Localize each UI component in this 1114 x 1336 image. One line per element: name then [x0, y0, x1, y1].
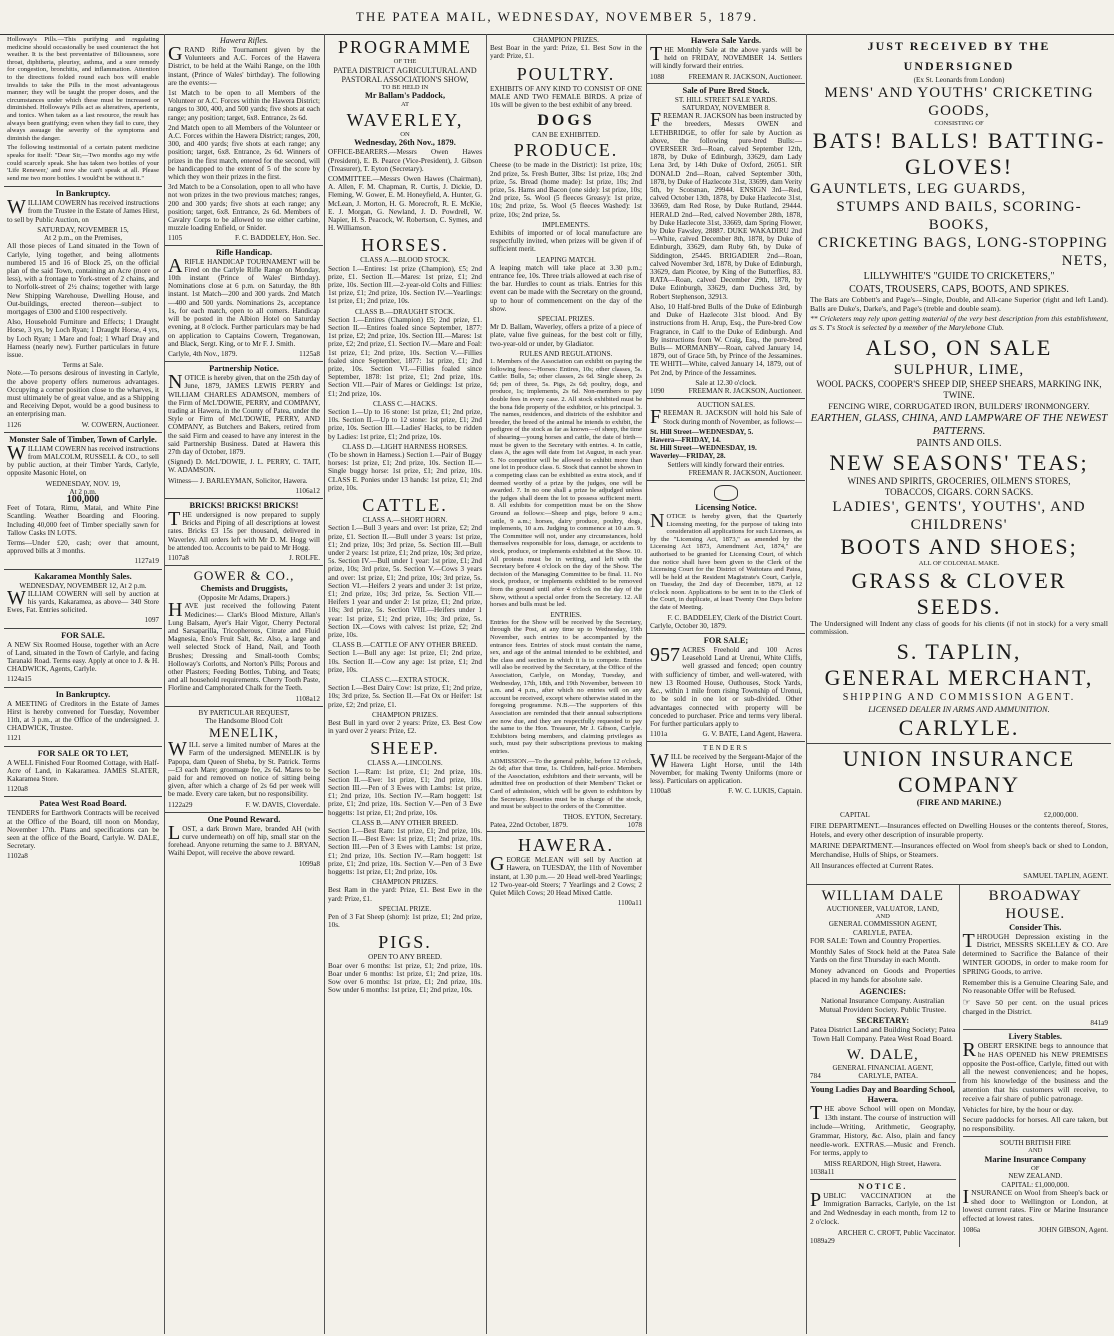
hawera-auction	[487, 831, 645, 910]
dale-title-1: AUCTIONEER, VALUATOR, LAND,	[826, 904, 939, 913]
lower-split	[807, 884, 1111, 1248]
rifles-body: GRAND Rifle Tournament given by the Volunteers and A.C. Forces of the Hawera District, to be held at the Waihi Range, on the 10th instant, (Prince of Wales' birthday). The following are the events:—	[168, 43, 320, 87]
taplin-ad	[807, 34, 1111, 743]
pure-time: Sale at 12.30 o'clock.	[695, 378, 757, 387]
handicap-body: ARIFLE HANDICAP TOURNAMENT will be Fired on the Carlyle Rifle Range on Monday, 10th instant (Prince of Wales' Birthday). Nominations close at 6 p.m. on Saturday, the 8th instant. 1st Match—200 and 300 yards. 2nd Match—400 and 500 yards. Nominations 2s, acceptance 1s, for each match, open to all comers. Handicap will be posted in the Albion Hotel on Saturday evening, at 8 o'clock. Further particulars may be had on application to Captains Cowern, Treganowan, and Black, Sergt. King, or to Mr F. J. Smith.	[168, 254, 320, 348]
licensing-date: Carlyle, October 30, 1879.	[650, 621, 727, 630]
programme-date: Wednesday, 26th Nov., 1879.	[354, 138, 456, 148]
signature: F. C. BADDELEY, Hon. Sec.	[235, 234, 320, 243]
dale-title-3: CARLYLE, PATEA.	[852, 928, 913, 937]
tenders	[647, 741, 805, 798]
agencies-body: National Insurance Company. Australian Mutual Provident Society. Public Trustee.	[819, 995, 947, 1014]
ref-number: 1124a15	[7, 675, 32, 684]
livery-body: ROBERT ERSKINE begs to announce that he HAS OPENED his NEW PREMISES opposite the Post-office, Carlyle, fitted out with all the newest conveniences; and he hopes, from his knowledge of the business and the attention that his customers will receive, to receive a fair share of public patronage.	[962, 1038, 1108, 1103]
eyton-date: Patea, 22nd October, 1879.	[490, 820, 568, 829]
newspaper-columns	[4, 34, 1110, 1334]
ref-number: 1038a11	[810, 1168, 835, 1177]
pigs-subheading: OPEN TO ANY BREED.	[368, 953, 442, 962]
dale-monthly: Monthly Sales of Stock held at the Patea Sale Yards on the first Thursday in each Month.	[810, 946, 956, 965]
ref-number: 1121	[7, 734, 22, 743]
partnership-body: NOTICE is hereby given, that on the 25th day of June, 1879, JAMES LEWIS PERRY and WILLIAM CHARLES ADAMSON, members of the Firm of McL'DOWIE, PERRY, and COMPANY, trading at Hawera, in the County of Patea, under the Style or Firm of McL'DOWIE, PERRY, AND COMPANY, as Butchers and Bakers, retired from the said Firm and ceased to have any interest in the said Partnership Business. Dated at Hawera this 27th day of October, 1879.	[168, 371, 320, 456]
dale-heading: WILLIAM DALE	[821, 887, 944, 904]
ref-number: 1106a12	[295, 486, 320, 495]
secretary-body: Patea District Land and Building Society; Patea Town Hall Company. Patea West Road Board.	[810, 1025, 956, 1044]
gower-heading: GOWER & CO.,	[193, 568, 295, 584]
signature: THOS. EYTON, Secretary.	[563, 812, 642, 821]
also-line-2: WOOL PACKS, COOPER'S SHEEP DIP, SHEEP SHEARS, MARKING INK, TWINE.	[816, 378, 1102, 400]
pigs-body: Boar over 6 months: 1st prize, £1; 2nd prize, 10s. Boar under 6 months: 1st prize, £1; 2nd prize, 10s. Sow over 6 months: 1st prize, £1; 2nd prize, 10s. Sow under 6 months: 1st prize, £1; 2nd prize, 10s.	[328, 961, 482, 995]
column-3	[324, 34, 485, 1334]
handicap-heading: Rifle Handicap.	[215, 247, 273, 257]
show-programme	[325, 34, 485, 998]
grass-clover-seeds: GRASS & CLOVER SEEDS.	[851, 567, 1067, 619]
south-british-body: INSURANCE on Wool from Sheep's back or shed door to Wellington or London, at lowest current rates. Fire or Marine Insurance effected at lowest rates.	[962, 1185, 1108, 1224]
auction-date-1: St. Hill Street—WEDNESDAY, 5.	[650, 427, 754, 436]
reward-body: LOST, a dark Brown Mare, branded AH (with curve underneath) on off hip, small star on the forehead. Anyone returning the same to J. BRYAN, Waihi Depot, will receive the above reward.	[168, 821, 320, 858]
taplin-name: S. TAPLIN,	[896, 639, 1022, 665]
signature: W. COWERN, Auctioneer.	[81, 420, 159, 429]
bricks-ad	[165, 498, 323, 565]
ref-number: 841a9	[1090, 1018, 1108, 1027]
boots-sub: ALL OF COLONIAL MAKE.	[918, 559, 1000, 567]
dale-money: Money advanced on Goods and Properties placed in my hands for absolute sale.	[810, 966, 956, 984]
programme-held: TO BE HELD IN	[381, 83, 429, 91]
new-zealand: NEW ZEALAND.	[1008, 1172, 1063, 1181]
consisting-of: CONSISTING OF	[934, 120, 984, 128]
livery-line-2: Vehicles for hire, by the hour or day.	[962, 1104, 1074, 1114]
menelik-request: BY PARTICULAR REQUEST,	[198, 708, 290, 717]
bats-note: The Bats are Cobbett's and Page's—Single, Double, and All-cane Superior (right and left Land). Balls are Duke's, Darke's, and Page's (treble and double seam).	[810, 294, 1108, 313]
school-signature: MISS REARDON, High Street, Hawera.	[823, 1160, 942, 1169]
sheep-class-b: CLASS B.—ANY OTHER BREED.	[351, 818, 459, 827]
livery-line-3: Secure paddocks for horses. All care taken, but no responsibility.	[962, 1115, 1108, 1134]
sheep-class-a: CLASS A.—LINCOLNS.	[367, 759, 443, 768]
partnership-heading: Partnership Notice.	[209, 364, 279, 374]
sheep-a: Section I.—Ram: 1st prize, £1; 2nd prize, 10s. Section II.—Ewe: 1st prize, £1; 2nd prize, 10s. Section III.—Pen of 3 Ewes with Lambs: 1st prize, £1; 2nd prize, 10s. Section IV.—Ram hoggett: 1st prize, £1; 2nd prize, 10s. Section V.—Pen of 3 Ewe hoggetts: 1st prize, £1; 2nd prize, 10s.	[328, 767, 482, 817]
road-board-body: TENDERS for Earthwork Contracts will be received at the Office of the Board, till noon on Monday, November 17th. Plans and specifications can be seen at the office of the Board, Carlyle. W. DALE, Secretary.	[7, 809, 159, 851]
for-let-body: A WELL Finished Four Roomed Cottage, with Half-Acre of Land, in Kakaramea. JAMES SLATER, Kakaramea Store.	[7, 758, 159, 784]
ref-number: 1102a8	[7, 852, 28, 861]
dogs-heading: DOGS	[537, 112, 595, 130]
union-heading: UNION INSURANCE COMPANY	[842, 746, 1076, 798]
ref-number: 1127a19	[134, 557, 159, 566]
reward-heading: One Pound Reward.	[207, 814, 281, 824]
carlyle: CARLYLE.	[898, 715, 1020, 741]
shipping-agent: SHIPPING AND COMMISSION AGENT.	[842, 692, 1076, 704]
leaping-body: A leaping match will take place at 3.30 p.m.; entrance fee, 10s. Three trials allowed at each rise of the bar. Hurdles to count as trials. Entries for this event can be made with the Secretary on the ground, up to hour of commencement on the day of the show.	[490, 263, 642, 313]
holloway-ad: Holloway's Pills.—This purifying and regulating medicine should occasionally be used counteract the hot weather. It is the best preventative of Biliousness, sore throat, diphtheria, pleurisy, asthma, and a sure remedy for congestion, bronchitis, and inflammation. Attention to the directions folded round each box will enable invalids to take the Pills in the most advantageous manner; they will be taught the proper doses, and the circumstances under which these must be increased or diminished. Holloway's Pills act as alteratives, aperients, and tonics. When taken as a last resource, the result has always been gratifying; even when they fail to cure, they always assuage the severity of the symptoms and diminish the danger.	[7, 36, 159, 142]
gower-body: HAVE just received the following Patent Medicines:— Clark's Blood Mixture, Allan's Lung Balsam, Ayer's Hair Vigor, Cherry Pectoral and Sarsaparilla, Tricopherous, Citrate and Fluid Magnesia, Eno's Fruit Salt, &c. Also, a large and well selected Stock of Hand, Nail, and Tooth Brushes; Dressing and Small-tooth Combs; Holloway's Corlotts, and Norton's Pills; Porous and other Plasters; Feeding Bottles, Tubing, and Teats; and all household requirements. Cherry Tooth Paste, Florline and Camphorated Chalk for the Teeth.	[168, 599, 320, 693]
boots-line-1: LADIES', GENTS', YOUTHS', AND CHILDRENS'	[832, 498, 1086, 533]
signature: JOHN GIBSON, Agent.	[1038, 1225, 1108, 1234]
school-body: THE above School will open on Monday, 13th instant. The course of instruction will include—Writing, Arithmetic, Geography, Grammar, History, &c. Also, plain and fancy needle-work. EXTRAS.—Music and French. For terms, apply to	[810, 1102, 956, 1158]
ref-number: 784	[810, 1072, 821, 1081]
pure-body: FREEMAN R. JACKSON has been instructed by the breeders, Messrs OWEN and LETHBRIDGE, to offer for sale by Auction as above, the following pure-bred Bulls:— OVERSEER 3rd—Roan, calved September 12th, 1878, by Duke of Edinburgh, 33629, dam Lady Lena 3rd, by 14th Duke of Oxford, 26051. SIR DONALD 2nd—Roan, calved September 30th, 1878, by Duke of Hazlecote 31st, 33699, dam Verity 5th, by Scotsman, 29944. ENSIGN 3rd—Red, calved October 13th, 1878, by Duke Hazlecote 31st, 33669, dam Red Rose, by Duke Rutland, 29444. HERALD 2nd—Red, calved November 28th, 1878, by Duke Hazlecote 31st, 33669, dam Spring Flower, by Duke Fawsley, 28887. DUKE WAKADIRU 2nd—White, calved December 8th, 1878, by Duke of Edinburgh, 33629, dam Ruby 6th, by Duke of Siddington, 25445. BRIGADIER 2nd—Roan, calved November 3rd, 1878, by Duke of Edinburgh, 33629, dam Picotee, by King of the Butterflies, 83. RATA—Roan, calved December 29th, 1878, by Duke Edinburgh, 33629, dam Duchess 3rd, by Robert Stephenson, 32913.	[650, 109, 802, 301]
ref-number: 1099a8	[298, 859, 320, 868]
boots-and-shoes: BOOTS AND SHOES;	[840, 533, 1078, 559]
for-sale-body: A NEW Six Roomed House, together with an Acre of Land, situated in the Town of Carlyle, and facing Taranaki Road. Terms easy. Apply at once to J. & H. CHADWICK, Agents, Carlyle.	[7, 640, 159, 674]
champion-heading: CHAMPION PRIZES.	[533, 36, 599, 44]
cattle-class-a: CLASS A.—SHORT HORN.	[362, 516, 448, 525]
admission: ADMISSION.—To the general public, before 12 o'clock, 2s 6d; after that time, 1s. Children, half-price. Members of the Association, exhibitors and their servants, will be admitted free on production of their Members' Ticket or Card of admission, which will be given to exhibitors by the Secretary. Rosettes must be in charge of the stock, and must be subject to the orders of the Committee.	[490, 757, 642, 811]
cattle-class-b: CLASS B.—CATTLE OF ANY OTHER BREED.	[332, 641, 478, 650]
special-body: Mr D. Ballam, Waverley, offers a prize of a piece of plate, value five guineas, for the best colt or filly, two-year-old or under, by Gladiator.	[490, 323, 642, 348]
ref-number: 1088	[650, 72, 665, 81]
gower-ad	[165, 565, 323, 706]
secretary-heading: SECRETARY:	[856, 1016, 910, 1026]
also-line-1: SULPHUR, LIME,	[893, 361, 1025, 378]
notice-heading: NOTICE.	[858, 1181, 908, 1191]
tenders-heading: TENDERS	[702, 744, 750, 753]
bankruptcy-body: WILLIAM COWERN has received instructions from the Trustee in the Estate of James Hirst, to sell by Public Auction, on	[7, 196, 159, 224]
hawera-sale-yards	[647, 34, 805, 83]
timber-quantity: 100,000	[66, 493, 100, 505]
ref-number: 1090	[650, 386, 665, 395]
w-dale: W. DALE,	[846, 1046, 919, 1063]
programme-committee: COMMITTEE.—Messrs Owen Hawes (Chairman), A. Allen, F. M. Chapman, R. Curtis, J. Dickie, D. Fleming, W. Gower, E. M. Honeyfield, A. Hunter, G. McLean, J. Morton, H. G. Morecroft, R. E. McKie, E. J. Morgan, G. Newland, J. D. Powdrell, W. Napier, H. S. Peacock, W. Robertson, C. Symes, and H. Williamson.	[328, 174, 482, 233]
timber-body: WILLIAM COWERN has received instructions from MALCOLM, RUSSELL & CO., to sell by public auction, at their Timber Yards, Carlyle, opposite Masonic Hotel, on	[7, 441, 159, 478]
ref-number: 1120a8	[7, 785, 28, 794]
road-board-heading: Patea West Road Board.	[39, 799, 127, 809]
auction-date-2: Hawera—FRIDAY, 14.	[650, 435, 721, 444]
bankruptcy-heading: In Bankruptcy.	[55, 189, 111, 199]
show-programme-continued	[487, 34, 645, 831]
programme-at: AT	[400, 101, 410, 109]
for-sale-heading: FOR SALE;	[703, 636, 749, 646]
programme-heading: PROGRAMME	[337, 37, 473, 57]
signature: F. W. DAVIS, Cloverdale.	[245, 800, 320, 809]
gower-subheading: Chemists and Druggists,	[200, 584, 288, 594]
terms: Terms at Sale.	[62, 361, 104, 370]
horses-c: Section I.—Up to 16 stone: 1st prize, £1; 2nd prize, 10s. Section II.—Up to 12 stone: 1st prize, £1; 2nd prize, 10s. Section III.—Ladies' Hacks, to be ridden by Ladies: 1st prize, £1; 2nd prize, 10s.	[328, 408, 482, 441]
pointing-hand-icon: ☞	[962, 997, 971, 1008]
yards-body: THE Monthly Sale at the above yards will be held on FRIDAY, NOVEMBER 14. Settlers will kindly forward their entries.	[650, 43, 802, 71]
column-1	[4, 34, 162, 1334]
kakaramea-sales	[4, 569, 162, 628]
gower-location: (Opposite Mr Adams, Drapers.)	[198, 594, 290, 603]
just-received-heading: JUST RECEIVED BY THE UNDERSIGNED	[867, 39, 1051, 73]
union-subheading: (FIRE AND MARINE.)	[916, 798, 1002, 808]
royal-crest-icon	[714, 485, 738, 501]
hawera-rifles	[165, 34, 323, 245]
cattle-class-c: CLASS C.—EXTRA STOCK.	[360, 675, 450, 684]
w-dale-title-2: CARLYLE, PATEA.	[858, 1072, 918, 1081]
column-6	[806, 34, 1111, 1334]
kakaramea-body: WILLIAM COWERN will sell by auction at his yards, Kakaramea, as above— 340 Store Ewes, Fat. Entries solicited.	[7, 586, 159, 615]
bricks-heading: BRICKS! BRICKS! BRICKS!	[189, 500, 299, 510]
column-5	[646, 34, 805, 1334]
bankruptcy-notice-1	[4, 186, 162, 431]
signature: SAMUEL TAPLIN, AGENT.	[1023, 872, 1108, 881]
for-sale-house	[4, 628, 162, 687]
licensing-body: NOTICE is hereby given, that the Quarterly Licensing meeting, for the purpose of taking into consideration all applications for such Licenses, as by the "Licensing Act, 1873," as amended by the Licensing Act 1873, Amendment Act, 1874," are authorised to be granted for Licensing Court, of which due notice shall have been given to the Clerk of the Licensing Court for the District of Waitotara and Patea, will be held at the Resident Magistrate's Court, Carlyle, on Tuesday, the 2nd day of December, 1879, at 12 o'clock noon. Applications to be sent in to the Clerk of the Court, in duplicate, at least Twenty One Days before the date of Meeting.	[650, 509, 802, 612]
cricketing-goods: MENS' AND YOUTHS' CRICKETING GOODS,	[824, 85, 1094, 120]
sheep-special-body: Pen of 3 Fat Sheep (shorn): 1st prize, £1; 2nd prize, 10s.	[328, 913, 482, 930]
sheep-heading: SHEEP.	[370, 738, 440, 759]
south-british-of: OF	[1031, 1164, 1040, 1172]
goods-line-4: LILLYWHITE'S "GUIDE TO CRICKETERS,"	[863, 270, 1055, 282]
horses-b: Section I.—Entires (Champion) £5; 2nd prize, £1. Section II.—Entires foaled since September, 1877: 1st prize, £2; 2nd prize, 10s. Section III.—Mares: 1st prize, £2; 2nd prize, £1. Section IV.—Mare and Foal: 1st prize, £1; 2nd prize, 10s. Section V.—Fillies foaled since September, 1877: 1st prize, £1; 2nd prize, 10s. Section VI.—Fillies foaled since September, 1878: 1st prize, £1; 2nd prize, 10s. Section VII.—Pair of Mares or Geldings: 1st prize, £1; 2nd prize, 10s.	[328, 315, 482, 398]
kakaramea-heading: Kakaramea Monthly Sales.	[34, 571, 132, 581]
licensed-dealer: LICENSED DEALER IN ARMS AND AMMUNITION.	[868, 705, 1050, 715]
horses-class-d: CLASS D.—LIGHT HARNESS HORSES.	[342, 442, 468, 451]
marine-department: MARINE DEPARTMENT.—Insurances effected on Wool from sheep's back or shed to London, Merchandise, Hulls of Ships, or Steamers.	[810, 840, 1108, 859]
union-insurance	[807, 743, 1111, 883]
note: Note.—To persons desirous of investing in Carlyle, the above property offers numerous advantages. Occupying a corner position close to the wharves, it must ultimately be of great value, and as a Shipping and Receiving Depot, would be a good business to an enterprising man.	[7, 369, 159, 419]
ref-number: 1108a12	[295, 694, 320, 703]
livery-heading: Livery Stables.	[1008, 1031, 1062, 1041]
pure-bred-sale	[647, 83, 805, 398]
marine-insurance: Marine Insurance Company	[984, 1154, 1086, 1164]
cattle-heading: CATTLE.	[362, 495, 448, 516]
horses-class-c: CLASS C.—HACKS.	[372, 399, 438, 408]
champion-body: Best Boar in the yard: Prize, £1. Best Sow in the yard: Prize, £1.	[490, 44, 642, 61]
poultry-body: EXHIBITS OF ANY KIND TO CONSIST OF ONE MALE AND TWO FEMALE BIRDS. A prize of 10s will be given to the best exhibit of any breed.	[490, 84, 642, 110]
bankruptcy-time: At 2 p.m., on the Premises,	[43, 234, 123, 243]
for-sale-heading: FOR SALE.	[61, 630, 105, 640]
agencies-heading: AGENCIES:	[859, 986, 907, 996]
ref-number: 1086a	[962, 1225, 981, 1234]
for-let-heading: FOR SALE OR TO LET,	[37, 748, 129, 758]
dale-for-sale: FOR SALE: Town and Country Properties.	[810, 935, 941, 945]
ref-number: 1100a8	[650, 787, 671, 796]
auction-sales	[647, 398, 805, 480]
signature: J. ROLFE.	[289, 553, 320, 562]
just-received-sub: (Ex St. Leonards from London)	[913, 76, 1005, 84]
produce-body: Cheese (to be made in the District): 1st prize, 10s; 2nd prize, 5s. Fresh Butter, 3lbs: 1st prize, 10s; 2nd prize, 5s. Bread (home made): 1st prize, 10s; 2nd prize, 5s. Hams and Bacon (one side): 1st prize, 10s; 2nd prize, 5s. Wool (5 fleeces Greasy): 1st prize, 10s; 2nd prize, 5s. Wool (5 fleeces Washed): 1st prize, 10s; 2nd prize, 5s.	[490, 161, 642, 219]
horses-class-b: CLASS B.—DRAUGHT STOCK.	[355, 307, 455, 316]
cattle-c: Section I.—Best Dairy Cow: 1st prize, £1; 2nd prize, 10s; 3rd prize, 5s. Section II.—Fat Ox or Heifer: 1st prize, £2; 2nd prize, £1.	[328, 684, 482, 709]
goods-line-1: GAUNTLETS, LEG GUARDS,	[810, 180, 1027, 197]
programme-officers: OFFICE-BEARERS.—Messrs Owen Hawes (President), E. B. Pearce (Vice-President), J. Gibson (Treasurer), T. Eyton (Secretary).	[328, 148, 482, 173]
leaping-heading: LEAPING MATCH.	[536, 255, 596, 264]
broadway-subheading: Consider This.	[1009, 922, 1062, 932]
yards-heading: Hawera Sale Yards.	[690, 36, 762, 45]
licensing-notice	[647, 480, 805, 633]
horses-a: Section I.—Entires: 1st prize (Champion), £5; 2nd prize, £1. Section II.—Mares: 1st prize, £1; 2nd prize, 10s. Section III.—2-year-old Colts and Fillies: 1st prize, £1; 2nd prize, 10s. Section IV.—Yearlings: 1st prize, £1; 2nd prize, 10s.	[328, 264, 482, 306]
timber-time: At 2 p.m.	[69, 487, 97, 496]
pure-subheading: ST. HILL STREET SALE YARDS.	[674, 95, 778, 104]
sheep-b: Section I.—Best Ram: 1st prize, £1; 2nd prize, 10s. Section II.—Best Ewe: 1st prize, £1; 2nd prize, 10s. Section III.—Pen of 3 Ewes with Lambs: 1st prize, £1; 2nd prize, 10s. Section IV.—Ram hoggett: 1st prize, £1; 2nd prize, 10s. Section V.—Pen of 3 Ewe hoggetts: 1st prize, £1; 2nd prize, 10s.	[328, 827, 482, 877]
timber-terms: Terms—Under £20, cash; over that amount, approved bills at 3 months.	[7, 539, 159, 556]
goods-line-2: STUMPS AND BAILS, SCORING-BOOKS,	[836, 198, 1082, 233]
programme-town: WAVERLEY,	[346, 109, 464, 130]
rules-heading: RULES AND REGULATIONS.	[519, 349, 613, 358]
lower-right	[959, 885, 1112, 1248]
bankruptcy-also: Also, Household Furniture and Effects; 1 Draught Horse, 3 yrs, by Loch Ryan; 1 Draught Horse, 4 yrs, by Loch Ryan; 1 Mare and foal; 1 Wharf Dray and Harness (nearly new). Further particulars in future issue.	[7, 318, 159, 359]
capital-label: CAPITAL	[840, 811, 870, 820]
also-on-sale: ALSO, ON SALE	[865, 334, 1053, 360]
goods-line-3: CRICKETING BAGS, LONG-STOPPING NETS,	[817, 234, 1108, 269]
broadway-heading: BROADWAY HOUSE.	[988, 887, 1082, 922]
bankruptcy-date: SATURDAY, NOVEMBER 15,	[37, 225, 129, 234]
signature: F. C. BADDELEY, Clerk of the District Court.	[667, 613, 802, 622]
programme-association: PATEA DISTRICT AGRICULTURAL AND PASTORAL ASSOCIATION'S SHOW,	[333, 65, 477, 84]
school-heading: Young Ladies Day and Boarding School, Hawera.	[810, 1085, 955, 1105]
general-merchant: GENERAL MERCHANT,	[824, 665, 1094, 691]
sheep-champion-body: Best Ram in the yard: Prize, £1. Best Ewe in the yard: Prize, £1.	[328, 886, 482, 903]
broadway-body: THROUGH Depression existing in the District, MESSRS SKELLEY & CO. Are determined to Sacrifice the Balance of their WINTER GOODS, in order to make room for SPRING Goods, to arrive.	[962, 929, 1108, 976]
hawera-heading: HAWERA.	[517, 835, 615, 856]
cattle-champion: CHAMPION PRIZES.	[372, 710, 438, 719]
special-heading: SPECIAL PRIZES.	[537, 315, 595, 324]
ref-number: 1122a29	[168, 800, 193, 809]
notice-signature: ARCHER C. CROFT, Public Vaccinator.	[837, 1228, 956, 1237]
auction-body: FREEMAN R. JACKSON will hold his Sale of Stock during month of November, as follows:—	[650, 406, 802, 429]
dale-title-2: GENERAL COMMISSION AGENT,	[828, 920, 937, 929]
pure-heading: Sale of Pure Bred Stock.	[682, 85, 770, 95]
bricks-body: THE undersigned is now prepared to supply Bricks and Piping of all descriptions at lowest rates. Bricks £3 15s per thousand, delivered in Waverley. All orders left with Mr D. M. Hogg will be attended too. Accounts to be paid to Mr Hogg.	[168, 507, 320, 552]
all-insurances: All Insurances effected at Current Rates.	[810, 860, 934, 870]
produce-heading: PRODUCE.	[513, 140, 619, 161]
ref-number: 1101a	[650, 730, 668, 739]
teas-line-1: WINES AND SPIRITS, GROCERIES, OILMEN'S STORES,	[847, 475, 1071, 486]
capital-value: £2,000,000.	[1043, 811, 1078, 820]
entries-body: Entries for the Show will be received by the Secretary, through the Post, at any time up to Wednesday, 19th November, such entries to be accompanied by the entrance fees. Entries of stock must contain the name, sex, and age of the animal intended to be exhibited, and the class and section in which it is to compete. Entries will also be received by the Secretary, at the Office of the Association, Carlyle, on Monday, Tuesday, and Wednesday, 17th, 18th, and 19th November, between 10 a.m. and 4 p.m., after which no entries will on any account be received, except where otherwise stated in the foregoing programme. N.B.—The supporters of this Association are reminded that their annual subscriptions are now due, and they are respectfully requested to pay the same to the Hon. Treasurer, Mr J. Gibson, Carlyle. Exhibitors being members, and claiming privileges as such, must pay their subscriptions previous to making entries.	[490, 618, 642, 755]
licensing-heading: Licensing Notice.	[695, 502, 757, 512]
ref-number: 1107a8	[168, 553, 189, 562]
cattle-b: Section I.—Bull any age: 1st prize, £1; 2nd prize, 10s. Section II.—Cow any age: 1st prize, £1; 2nd prize, 10s.	[328, 649, 482, 674]
also-line-4: EARTHEN, GLASS, CHINA, AND LAMPWARE OF THE NEWEST PATTERNS.	[810, 411, 1108, 437]
horses-heading: HORSES.	[361, 235, 449, 256]
bankruptcy-heading: In Bankruptcy.	[55, 689, 111, 699]
column-4	[486, 34, 645, 1334]
cricketers-note: ** Cricketers may rely upon getting material of the very best description from this establishment, as S. T's Stock is selected by a member of the Marylebone Club.	[810, 314, 1108, 333]
bankruptcy-list: All those pieces of Land situated in the Town of Carlyle, lying together, and being allotments numbered 15 and 16 of Block 25, on the official plan of the said Town, containing an Acre (more or less), with a frontage to York-street of 2 chains, and to Norfolk-street of 2½ chains; together with large New Shipping Warehouse, Dwelling House, and Out-buildings, erected thereon—subject to mortgages of £300 and £100 respectively.	[7, 242, 159, 316]
pure-also: Also, 10 Half-bred Bulls of the Duke of Edinburgh and Duke of Hazlecote 31st blood. And By instructions from H. Arup, Esq., the Pure-bred Cow Fragrance, in Calf to the Duke of Edinburgh. And By instructions from W. Craig, Esq., the pure-bred Bulls— MORMANBY—Roan, calved January 14, 1879, out of Grace 5th, by Prince of the Jessamines. TE WHITI—White, calved January 14, 1879, out of Pet 2nd, by Prince of the Jessamines.	[650, 302, 802, 377]
fire-department: FIRE DEPARTMENT.—Insurances effected on Dwelling Houses or the contents thereof, Stores, Hotels, and every other description of insurable property.	[810, 821, 1108, 840]
sheep-special: SPECIAL PRIZE.	[378, 904, 432, 913]
signature: G. V. BATE, Land Agent, Hawera.	[702, 730, 802, 739]
signature: FREEMAN R. JACKSON, Auctioneer.	[688, 468, 802, 477]
signature: FREEMAN R. JACKSON, Auctioneer.	[688, 72, 802, 81]
broadway-save: Save 50 per cent. on the usual prices charged in the District.	[962, 998, 1108, 1016]
auction-date-4: Waverley—FRIDAY, 28.	[650, 452, 726, 461]
timber-heading: Monster Sale of Timber, Town of Carlyle.	[9, 434, 157, 444]
notice-body: PUBLIC VACCINATION at the Immigration Barracks, Carlyle, on the 1st and 2nd Wednesday in each month, from 12 to 2 o'clock.	[810, 1188, 956, 1226]
ref-number: 1100a11	[617, 899, 642, 908]
south-british-heading: SOUTH BRITISH FIRE	[999, 1138, 1071, 1147]
dale-and: AND	[875, 912, 890, 920]
ref-number: 1078	[627, 820, 642, 829]
hawera-body: GEORGE McLEAN will sell by Auction at Hawera, on TUESDAY, the 11th of November instant, at 1.30 p.m.— 20 Head well-bred Yearlings; 12 Two-year-old Steers; 7 Yearlings and 2 Cows; 2 Quiet Milch Cows; 20 Head Mixed Cattle.	[490, 853, 642, 897]
auction-note: Settlers will kindly forward their entries.	[667, 460, 785, 469]
timber-sale	[4, 432, 162, 569]
road-board	[4, 796, 162, 863]
rifles-match-1: 1st Match to be open to all Members of the Volunteer or A.C. Forces within the Hawera District; ranges to 300, 400, and 500 yards; five shots at each range; any position; target, 6x8. Entrance, 2s 6d.	[168, 89, 320, 122]
tenders-body: WILL be received by the Sergeant-Major of the Hawera Light Horse, until the 14th November, for making Twenty Uniforms (more or less). Particulars on application.	[650, 749, 802, 786]
partnership-signed: (Signed) D. McL'DOWIE, J. L. PERRY, C. TAIT, W. ADAMSON.	[168, 458, 320, 475]
rifles-heading: Hawera Rifles.	[220, 36, 268, 45]
pure-date: SATURDAY, NOVEMBER 8.	[682, 104, 770, 113]
implements-body: Exhibits of imported or of local manufacture are respectfully invited, when prizes will be given if of sufficient merit.	[490, 229, 642, 254]
also-line-3: FENCING WIRE, CORRUGATED IRON, BUILDERS' IRONMONGERY.	[828, 400, 1090, 411]
bankruptcy-notice-2	[4, 687, 162, 746]
masthead: THE PATEA MAIL, WEDNESDAY, NOVEMBER 5, 1879.	[0, 0, 1114, 35]
reward-ad	[165, 812, 323, 871]
programme-place: Mr Ballam's Paddock,	[364, 91, 446, 101]
column-2	[164, 34, 323, 1334]
new-seasons-teas: NEW SEASONS' TEAS;	[829, 449, 1089, 475]
auction-date-3: St. Hill Street—WEDNESDAY, 19.	[650, 444, 757, 453]
dogs-subheading: CAN BE EXHIBITED.	[531, 131, 601, 140]
ref-number: 1126	[7, 420, 22, 429]
programme-of: OF THE	[393, 58, 417, 65]
implements-heading: IMPLEMENTS.	[542, 220, 590, 229]
horses-d: (To be shown in Harness.) Section I.—Pair of Buggy horses: 1st prize, £1; 2nd prize, 10s. Section II.—Single buggy horse: 1st prize, £1; 2nd prize, 10s. CLASS E. Ponies under 13 hands: 1st prize, £1; 2nd prize, 10s.	[328, 451, 482, 492]
cattle-a: Section I.—Bull 3 years and over: 1st prize, £2; 2nd prize, £1. Section II.—Bull under 3 years: 1st prize, £1; 2nd prize, 10s; 3rd prize, 5s. Section III.—Bull under 2 years: 1st prize, £1; 2nd prize, 10s; 3rd prize, 5s. Section IV.—Bull under 1 year: 1st prize, £1; 2nd prize, 10s; 3rd prize, 5s. Section V.—Cows 3 years and over: 1st prize, £1; 2nd prize, 10s; 3rd prize, 5s. Section VI.—Heifers 2 years and under 3: 1st prize, £1; 2nd prize, 10s; 3rd prize, 5s. Section VII.—Heifers 1 year and under 2: 1st prize, £1; 2nd prize, 10s; 3rd prize, 5s. Section VIII.—Heifers under 1 year: 1st prize, £1; 2nd prize, 10s; 3rd prize, 5s. Section IX.—Cows with calves: 1st prize, £2; 2nd prize, 10s.	[328, 524, 482, 639]
partnership-witness: Witness— J. BARLEYMAN, Solicitor, Hawera.	[168, 476, 308, 485]
menelik-ad	[165, 706, 323, 812]
sheep-champion: CHAMPION PRIZES.	[372, 878, 438, 887]
partnership-notice	[165, 361, 323, 498]
horses-class-a: CLASS A.—BLOOD STOCK.	[360, 256, 450, 265]
rifles-match-2: 2nd Match open to all Members of the Volunteer or A.C. Forces within the Hawera District; ranges, 200, 300, and 400 yards; five shots at each range; any position; target, 6x8. Entrance, 2s 6d. Winners of prizes in the first match, entered for the second, will be handicapped to the extent of 5 of the score by which they won their prizes in the first.	[168, 123, 320, 182]
south-british-and: AND	[1028, 1147, 1043, 1155]
urenui-for-sale	[647, 633, 805, 741]
auction-heading: AUCTION SALES.	[697, 401, 755, 410]
timber-list: Feet of Totara, Rimu, Matai, and White Pine Scantling. Weather Boarding and Flooring. Including 40,000 feet of Timber specially sawn for Tallow Casks IN LOTS.	[7, 504, 159, 537]
signature: FREEMAN R. JACKSON, Auctioneer.	[688, 386, 802, 395]
acreage-number: 957	[650, 644, 680, 667]
menelik-subheading: The Handsome Blood Colt	[205, 717, 283, 726]
rifle-handicap	[165, 245, 323, 361]
indent-note: The Undersigned will Indent any class of goods for his clients (if not in stock) for a very small commission.	[810, 618, 1108, 637]
rules-body: 1. Members of the Association can exhibit on paying the following fees:—Horses: Entires, 10s; other classes, 5s. Cattle: Bulls, 5s; other classes, 2s 6d. Single sheep, 2s 6d; pen of three, 5s. Pigs, 2s 6d; poultry, dogs, and produce, 1s; implements, 2s 6d. Non-members to pay double fees in every case. 2. All stock exhibited must be the bona fide property of the exhibitor, or his principal. 3. The names, residences, and districts of the exhibitor and breeder, the breed of the animal he intends to exhibit, the pedigree of the stock as far as known—of sheep, the time of shearing—young horses and cattle, the date of birth—must be given to the Secretary with entries. 4. In cattle, class A, the ages will date from 1st August, in each year. 5. No competitor will be allowed to exhibit more than one lot in produce class. 6. Stock that cannot be shown in a competing class can be exhibited as extra stock, and if deemed worthy of a prize by the judges, one will be awarded. 7. In no one shall a prize be adjudged unless the judges shall deem the lot to possess sufficient merit. 8. All exhibits for competition must be on the Show Ground as follows:—Sheep and pigs, before 9 a.m.; cattle, 9 a.m.; horses, dairy produce, poultry, dogs, implements, 10 a.m. Judging to commence at 10 a.m. 9. The Committee will not, under any circumstances, hold themselves responsible for loss, damage, or accidents to stock, produce, or implements exhibited at the Show. 10. All protests must be in writing, and left with the Secretary before 4 o'clock on the day of the Show. The decision of the Managing Committee to be final. 11. No stock, produce, or implements exhibited to be removed from the ground until after 4 o'clock on the day of the Show, without a special order from the Secretary. 12. All horses and bulls must be led.	[490, 358, 642, 609]
ref-number: 1125a8	[299, 349, 320, 358]
lower-left	[807, 885, 959, 1248]
ref-number: 1089a29	[810, 1236, 835, 1245]
timber-date: WEDNESDAY, NOV. 19,	[45, 479, 121, 488]
broadway-remember: Remember this is a Genuine Clearing Sale, and No reasonable Offer will be Refused.	[962, 977, 1108, 996]
entries-heading: ENTRIES.	[550, 610, 582, 619]
kakaramea-date: WEDNESDAY, NOVEMBER 12, At 2 p.m.	[19, 581, 147, 590]
for-sale-body: ACRES Freehold and 100 Acres Leasehold Land at Urenui, White Cliffs, well grassed and fenced; open country with sufficiency of timber, and well-watered, with new 13 Roomed House, Outhouses, Stock Yards, &c., within 1 mile from rising Township of Urenui, to be sold in one lot or sub-divided. Other advantages connected with property will be conceded to purchaser. Price and terms very liberal. For further particulars apply to	[650, 646, 802, 728]
cattle-champion-body: Best Bull in yard over 2 years: Prize, £3. Best Cow in yard over 2 years: Prize, £2.	[328, 718, 482, 736]
programme-on: ON	[400, 130, 410, 138]
ref-number: 1105	[168, 234, 183, 243]
menelik-name: MENELIK,	[209, 725, 279, 741]
pigs-heading: PIGS.	[378, 932, 432, 953]
also-line-5: PAINTS AND OILS.	[916, 437, 1002, 449]
signature: F. W. C. LUKIS, Captain.	[728, 787, 802, 796]
testimonial: The following testimonial of a certain patent medicine speaks for itself: "Dear Sir,—Two months ago my wife could scarcely speak. She has taken two bottles of your 'Life Renewer,' and now she can't speak at all. Please send me two more bottles. I would'nt be without it."	[7, 144, 159, 182]
for-sale-or-let	[4, 746, 162, 797]
menelik-body: WILL serve a limited number of Mares at the Farm of the undersigned. MENELIK is by Papopa, dam Queen of Sheba, by St. Patrick. Terms—£3 each Mare; groomage fee, 2s 6d. Mares to be paid for and removed on notice of sitting being given, after which a charge of 2s 6d per week will be made. Every care taken, but no responsibility.	[168, 738, 320, 799]
teas-line-2: TOBACCOS, CIGARS. CORN SACKS.	[884, 486, 1034, 497]
bankruptcy-body: A MEETING of Creditors in the Estate of James Hirst is hereby convened for Tuesday, November 11th, at 3 p.m., at the Office of the undersigned. J. CHADWICK, Trustee.	[7, 699, 159, 733]
ref-number: 1097	[144, 616, 159, 625]
handicap-date: Carlyle, 4th Nov., 1879.	[168, 349, 238, 358]
rifles-match-3: 3rd Match to be a Consolation, open to all who have not won prizes in the two previous matches; ranges, 200 and 300 yards; five shots at each range; any position; target, 6x8. Entrance, 2s 6d. Members of Cavalry Corps to be allowed to use either carbine, muzzle loading Enfield, or Snider.	[168, 183, 320, 233]
poultry-heading: POULTRY.	[516, 63, 616, 84]
w-dale-title-1: GENERAL FINANCIAL AGENT,	[832, 1063, 934, 1072]
south-british-capital: CAPITAL: £1,000,000.	[1001, 1180, 1070, 1189]
goods-line-5: COATS, TROUSERS, CAPS, BOOTS, AND SPIKES.	[849, 283, 1069, 295]
bats-balls: BATS! BALLS! BATTING-GLOVES!	[812, 127, 1106, 179]
